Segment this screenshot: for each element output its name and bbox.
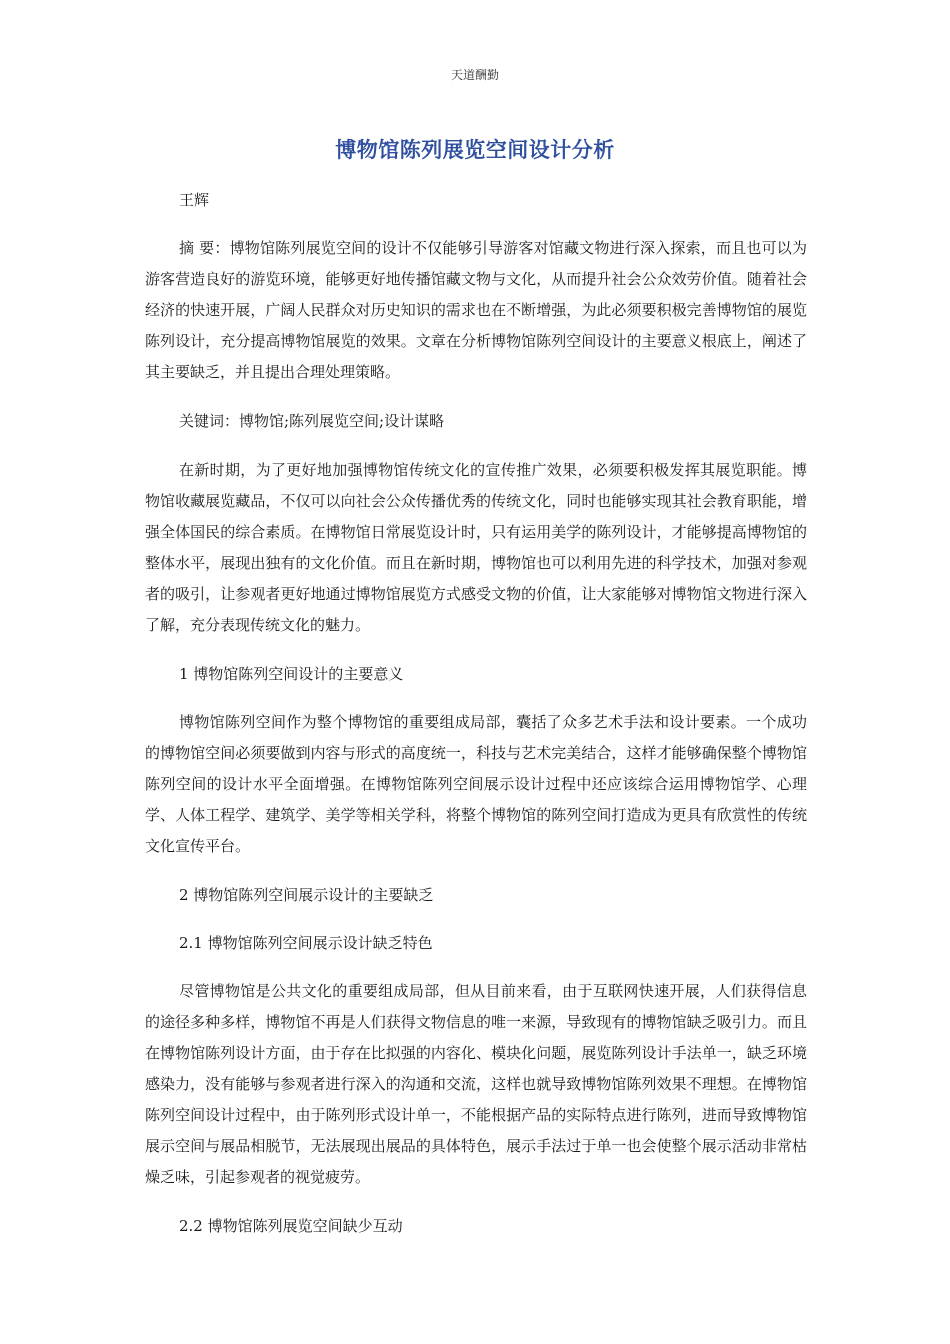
- section-1-heading: 1 博物馆陈列空间设计的主要意义: [179, 665, 404, 683]
- author-name: 王辉: [179, 191, 210, 209]
- document-body: [145, 185, 807, 1259]
- intro-paragraph: 在新时期，为了更好地加强博物馆传统文化的宣传推广效果，必须要积极发挥其展览职能。博物馆收藏展览藏品，不仅可以向社会公众传播优秀的传统文化，同时也能够实现其社会教育职能，增强全体国民的综合素质。在博物馆日常展览设计时，只有运用美学的陈列设计，才能够提高博物馆的整体水平，展现出独有的文化价值。而且在新时期，博物馆也可以利用先进的科学技术，加强对参观者的吸引，让参观者更好地通过博物馆展览方式感受文物的价值，让大家能够对博物馆文物进行深入了解，充分表现传统文化的魅力。: [145, 461, 807, 634]
- abstract-paragraph: 摘 要：博物馆陈列展览空间的设计不仅能够引导游客对馆藏文物进行深入探索，而且也可以为游客营造良好的游览环境，能够更好地传播馆藏文物与文化，从而提升社会公众效劳价值。随着社会经济的快速开展，广阔人民群众对历史知识的需求也在不断增强，为此必须要积极完善博物馆的展览陈列设计，充分提高博物馆展览的效果。文章在分析博物馆陈列空间设计的主要意义根底上，阐述了其主要缺乏，并且提出合理处理策略。: [145, 239, 807, 381]
- section-1-paragraph: 博物馆陈列空间作为整个博物馆的重要组成局部，囊括了众多艺术手法和设计要素。一个成功的博物馆空间必须要做到内容与形式的高度统一，科技与艺术完美结合，这样才能够确保整个博物馆陈列空间的设计水平全面增强。在博物馆陈列空间展示设计过程中还应该综合运用博物馆学、心理学、人体工程学、建筑学、美学等相关学科，将整个博物馆的陈列空间打造成为更具有欣赏性的传统文化宣传平台。: [145, 713, 807, 855]
- page-header: 天道酬勤: [450, 68, 499, 82]
- keywords-line: 关键词：博物馆;陈列展览空间;设计谋略: [179, 412, 445, 430]
- section-2-2-heading: 2.2 博物馆陈列展览空间缺少互动: [179, 1217, 403, 1235]
- document-title: 博物馆陈列展览空间设计分析: [335, 138, 615, 162]
- section-2-1-heading: 2.1 博物馆陈列空间展示设计缺乏特色: [179, 934, 433, 952]
- section-2-heading: 2 博物馆陈列空间展示设计的主要缺乏: [179, 886, 434, 904]
- section-2-1-paragraph: 尽管博物馆是公共文化的重要组成局部，但从目前来看，由于互联网快速开展，人们获得信息的途径多种多样，博物馆不再是人们获得文物信息的唯一来源，导致现有的博物馆缺乏吸引力。而且在博物馆陈列设计方面，由于存在比拟强的内容化、模块化问题，展览陈列设计手法单一，缺乏环境感染力，没有能够与参观者进行深入的沟通和交流，这样也就导致博物馆陈列效果不理想。在博物馆陈列空间设计过程中，由于陈列形式设计单一，不能根据产品的实际特点进行陈列，进而导致博物馆展示空间与展品相脱节，无法展现出展品的具体特色，展示手法过于单一也会使整个展示活动非常枯燥乏味，引起参观者的视觉疲劳。: [145, 982, 807, 1186]
